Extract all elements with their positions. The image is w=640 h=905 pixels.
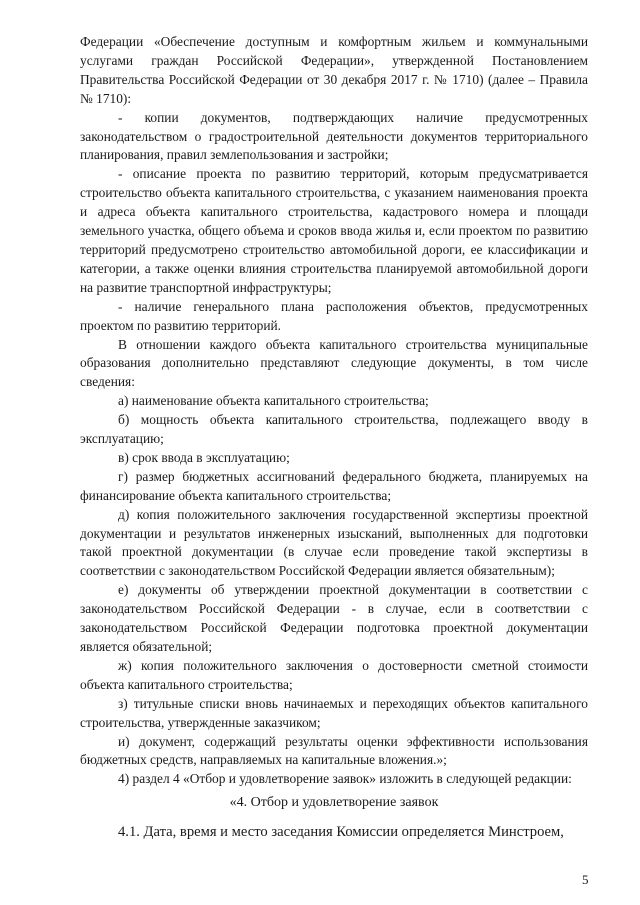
list-item-i: и) документ, содержащий результаты оценки эффективности использования бюджетных средств, направляемых на капитальные вложения.»; [80,733,588,768]
list-item-a: а) наименование объекта капитального строительства; [118,393,429,409]
list-item-b: б) мощность объекта капитального строительства, подлежащего вводу в эксплуатацию; [80,412,588,447]
list-item-zh: ж) копия положительного заключения о достоверности сметной стоимости объекта капитального строительства; [80,657,588,692]
list-item-z: з) титульные списки вновь начинаемых и переходящих объектов капитального строительства, утвержденные заказчиком; [80,695,588,730]
section-heading: «4. Отбор и удовлетворение заявок [229,795,439,811]
list-item-d: д) копия положительного заключения государственной экспертизы проектной документации и результатов инженерных изысканий, выполненных для подготовки такой проектной документации (в случае если проведение такой экспертизы в соответствии с законодательством Российской Федерации является обязательным); [80,506,588,579]
document-body [80,33,588,842]
paragraph-4-1: 4.1. Дата, время и место заседания Комиссии определяется Минстроем, [118,824,564,841]
list-item-e: е) документы об утверждении проектной документации в соответствии с законодательством Российской Федерации - в случае, если в соответствии с законодательством Российской Федерации подготовка проектной документации является обязательной; [80,582,588,654]
paragraph-intro: Федерации «Обеспечение доступным и комфортным жильем и коммунальными услугами граждан Российской Федерации», утвержденной Постановлением Правительства Российской Федерации от 30 декабря 2017 г. № 1710) (далее – Правила № 1710): [80,34,588,106]
paragraph-section-change: 4) раздел 4 «Отбор и удовлетворение заявок» изложить в следующей редакции: [118,771,572,787]
paragraph-copies: - копии документов, подтверждающих наличие предусмотренных законодательством о градостроительной деятельности документов территориального планирования, правил землепользования и застройки; [80,109,588,163]
page-number: 5 [582,872,589,887]
list-item-v: в) срок ввода в эксплуатацию; [118,449,290,465]
paragraph-general-plan: - наличие генерального плана расположения объектов, предусмотренных проектом по развитию территорий. [80,298,588,333]
list-item-g: г) размер бюджетных ассигнований федерального бюджета, планируемых на финансирование объекта капитального строительства; [80,468,588,503]
paragraph-additional-docs: В отношении каждого объекта капитального строительства муниципальные образования дополнительно представляют следующие документы, в том числе сведения: [80,336,588,390]
paragraph-project-description: - описание проекта по развитию территорий, которым предусматривается строительство объекта капитального строительства, с указанием наименования проекта и адреса объекта капитального строительства, кадастрового номера и площади земельного участка, общего объема и сроков ввода жилья и, если проектом по развитию территорий предусмотрено строительство автомобильной дороги, ее классификации и категории, а также оценки влияния строительства планируемой автомобильной дороги на развитие транспортной инфраструктуры; [80,166,588,295]
